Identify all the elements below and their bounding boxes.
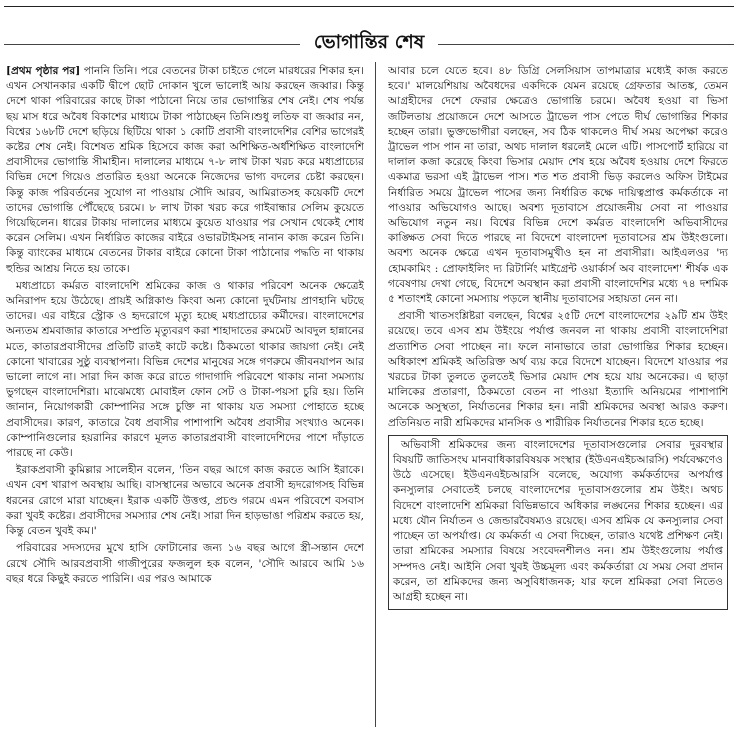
article-title: ভোগান্তির শেষ <box>313 31 425 53</box>
jump-label: [প্রথম পৃষ্ঠার পর] <box>6 65 81 77</box>
boxed-section <box>388 435 728 610</box>
column-divider <box>375 62 376 727</box>
paragraph: মধ্যপ্রাচ্যে কর্মরত বাংলাদেশি শ্রমিকের কাজ ও থাকার পরিবেশ অনেক ক্ষেত্রেই অনিরাপদ হয়ে উঠেছে। প্রায়ই অগ্নিকাণ্ড কিংবা অন্য কোনো দুর্ঘটনায় প্রাণহানি ঘটছে তাদের। এর বাইরে স্ট্রোক ও হৃদরোগে মৃত্যু হচ্ছে মধ্যপ্রাচ্যের কর্মীদের। বাংলাদেশের অন্যতম শ্রমবাজার কাতারে সম্প্রতি মৃত্যুবরণ করা শাহাদাতের রুমমেট আবদুল হান্নানের মতে, কাতারপ্রবাসীদের প্রতিটি রাতই কাটে কষ্টে। ঠিকমতো থাকার জায়গা নেই। নেই কোনো খাবারের সুষ্ঠু ব্যবস্থাপনা। বিভিন্ন দেশের মানুষের সঙ্গে গণরুমে জীবনযাপন আর ভালো লাগে না। সারা দিন কাজ করে রাতে গাদাগাদি পরিবেশে থাকায় নানা সমস্যায় ভুগছেন বাংলাদেশিরা। মাঝেমধ্যে মোবাইল ফোন সেট ও টাকা-পয়সা চুরি হয়। তিনি জানান, নিয়োগকারী কোম্পানির সঙ্গে চুক্তি না থাকায় যত সমস্যা পোহাতে হচ্ছে প্রবাসীদের। কারণ, কাতারে বৈধ প্রবাসীর পাশাপাশি অবৈধ প্রবাসীর সংখ্যাও অনেক। কোম্পানিগুলোর হয়রানির কারণে মূলত কাতারপ্রবাসী বাংলাদেশিদের পাশে দাঁড়াতে পারছে না কেউ। <box>6 279 364 460</box>
paragraph <box>6 64 364 277</box>
paragraph: আবার চলে যেতে হবে। ৪৮ ডিগ্রি সেলসিয়াস তাপমাত্রার মধ্যেই কাজ করতে হবে।' মালয়েশিয়ায় অবৈধদের একদিকে যেমন রয়েছে গ্রেফতার আতঙ্ক, তেমন আগ্রহীদের দেশে ফেরার ক্ষেত্রেও ভোগান্তি চরমে। অবৈধ হওয়া বা ভিসা জটিলতায় প্রয়োজনে দেশে আসতে ট্রাভেল পাস পেতে দীর্ঘ ভোগান্তির শিকার হচ্ছেন তারা। ভুক্তভোগীরা বলছেন, সব ঠিক থাকলেও দীর্ঘ সময় অপেক্ষা করেও ট্রাভেল পাস পান না তারা, অথচ দালাল ধরলেই মেলে এটি। পাসপোর্ট হারিয়ে বা দালাল কজা করেছে কিংবা ভিসার মেয়াদ শেষ হয়ে অবৈধ হওয়ায় দেশে ফিরতে একমাত্র ভরসা এই ট্রাভেল পাস। শত শত প্রবাসী ভিড় করলেও অফিস টাইমের নির্ধারিত সময়ে ট্রাভেল পাসের জন্য নির্ধারিত কক্ষে দায়িত্বপ্রাপ্ত কর্মকর্তাকে না পাওয়ার অভিযোগও আছে। অবশ্য দূতাবাসে প্রয়োজনীয় সেবা না পাওয়ার অভিযোগ নতুন নয়। বিশ্বের বিভিন্ন দেশে কর্মরত বাংলাদেশি অভিবাসীদের কাঙ্ক্ষিত সেবা দিতে পারছে না বিদেশে বাংলাদেশ দূতাবাসের শ্রম উইংগুলো। অবশ্য অনেক ক্ষেত্রে এখন দূতাবাসমুখীও হন না প্রবাসীরা। আইএলওর 'দ্য হোমকামিং : প্রোফাইলিং দ্য রিটার্নিং মাইগ্রেন্ট ওয়ার্কার্স অব বাংলাদেশ' শীর্ষক এক গবেষণায় দেখা গেছে, বিদেশে অবস্থান করা প্রবাসী বাংলাদেশির মধ্যে ৭৪ দশমিক ৫ শতাংশই কোনো সমস্যায় পড়লে স্থানীয় দূতাবাসের সহায়তা নেন না। <box>388 65 728 306</box>
title-row <box>0 32 738 56</box>
paragraph: পরিবারের সদস্যদের মুখে হাসি ফোটানোর জন্য ১৬ বছর আগে স্ত্রী-সন্তান দেশে রেখে সৌদি আরবপ্রবাসী গাজীপুরের ফজলুল হক বলেন, 'সৌদি আরবে আমি ১৬ বছর ধরে কিছুই করতে পারিনি। এর পরও আমাকে <box>6 542 364 585</box>
paragraph-text: পাননি তিনি। পরে বেতনের টাকা চাইতে গেলে মারধরের শিকার হন। এখন সেখানকার একটি দ্বীপে ছোট দোকান খুলে ভালোই আয় করছেন জব্বার। কিন্তু দেশে থাকা পরিবারের কাছে টাকা পাঠানো নিয়ে তার ভোগান্তির শেষ নেই। শেষ পর্যন্ত ছয় মাস ধরে অবৈধ বিকাশের মাধ্যমে টাকা পাঠাচ্ছেন তিনি।শুধু লতিফ বা জব্বার নন, বিশ্বের ১৬৮টি দেশে ছড়িয়ে ছিটিয়ে থাকা ১ কোটি প্রবাসী বাংলাদেশির বেশির ভাগেরই কষ্টের শেষ নেই। বিশেষত শ্রমিক হিসেবে কাজ করা অশিক্ষিত-অর্ধশিক্ষিত বাংলাদেশি প্রবাসীদের ভোগান্তি সীমাহীন। দালালের মাধ্যমে ৭-৮ লাখ টাকা খরচ করে মধ্যপ্রাচ্যের বিভিন্ন দেশে গিয়েও প্রতারিত হওয়া অনেকে নিজেদের ভাগ্য বদলের চেষ্টা করছেন। কিন্তু কাজ পরিবর্তনের সুযোগ না পাওয়ায় সৌদি আরব, আমিরাতসহ কয়েকটি দেশে তাদের ভোগান্তি পৌঁছেছে চরমে। ৮ লাখ টাকা খরচ করে গাইবান্ধার সেলিম কুয়েতে গিয়েছিলেন। ধারের টাকায় দালালের মাধ্যমে কুয়েত যাওয়ার পর সেখান থেকেই শোধ করেন সেলিম। এখন নির্ধারিত কাজের বাইরে ওভারটাইমসহ নানান কাজ করেন তিনি। কিন্তু ব্যাংকের মাধ্যমে বেতনের টাকার বাইরে কোনো টাকা পাঠানোর পদ্ধতি না থাকায় হুন্ডির আশ্রয় নিতে হয় তাকে। <box>6 65 364 275</box>
left-column <box>6 64 364 727</box>
right-column <box>388 64 728 727</box>
paragraph: ইরাকপ্রবাসী কুমিল্লার সালেহীন বলেন, 'তিন বছর আগে কাজ করতে আসি ইরাকে। এখন বেশ খারাপ অবস্থায় আছি। বাসস্থানের অভাবে অনেক প্রবাসী হৃদরোগসহ বিভিন্ন ধরনের রোগে মারা যাচ্ছেন। ইরাক একটি উত্তপ্ত, প্রচণ্ড গরমে এমন পরিবেশে বসবাস করা খুবই কষ্টের। প্রবাসীদের সমস্যার শেষ নেই। সারা দিন হাড়ভাঙা পরিশ্রম করতে হয়, কিন্তু বেতন খুবই কম।' <box>6 464 364 538</box>
paragraph: প্রবাসী খাতসংশ্লিষ্টরা বলছেন, বিশ্বের ২৫টি দেশে বাংলাদেশের ২৯টি শ্রম উইং রয়েছে। তবে এসব শ্রম উইংয়ে পর্যাপ্ত জনবল না থাকায় প্রবাসী বাংলাদেশিরা প্রত্যাশিত সেবা পাচ্ছেন না। ফলে নানাভাবে তারা ভোগান্তির শিকার হচ্ছেন। অধিকাংশ শ্রমিকই অতিরিক্ত অর্থ ব্যয় করে বিদেশে যাচ্ছেন। বিদেশে যাওয়ার পর খরচের টাকা তুলতে তুলতেই ভিসার মেয়াদ শেষ হয়ে যায় অনেকের। এ ছাড়া মালিকের প্রতারণা, ঠিকমতো বেতন না পাওয়া ইত্যাদি অনিয়মের পাশাপাশি অনেকে অসুস্থতা, নির্যাতনের শিকার হন। নারী শ্রমিকদের অবস্থা আরও করুণ। প্রতিনিয়ত নারী শ্রমিকদের মানসিক ও শারীরিক নির্যাতনের শিকার হতে হচ্ছে। <box>388 310 728 429</box>
title-left-rule <box>4 44 300 45</box>
top-border-rule <box>4 6 734 7</box>
title-right-rule <box>438 44 734 45</box>
boxed-paragraph: অভিবাসী শ্রমিকদের জন্য বাংলাদেশের দূতাবাসগুলোর সেবার দুরবস্থার বিষয়টি জাতিসংঘ মানবাধিকারবিষয়ক সংস্থার (ইউএনএইচআরসি) পর্যবেক্ষণেও উঠে এসেছে। ইউএনএইচআরসি বলেছে, অযোগ্য কর্মকর্তাদের অপর্যাপ্ত কনস্যুলার সেবাতেই চলছে বাংলাদেশের দূতাবাসগুলোর শ্রম উইং। অথচ বিদেশে বাংলাদেশি শ্রমিকরা বিভিন্নভাবে অধিকার লঙ্ঘনের শিকার হচ্ছেন। এর মধ্যে যৌন নির্যাতন ও জেন্ডারবৈষম্যও রয়েছে। এসব শ্রমিক যে কনস্যুলার সেবা পাচ্ছেন তা অপর্যাপ্ত। যে কর্মকর্তা এ সেবা দিচ্ছেন, তারাও যথেষ্ট প্রশিক্ষণ নেই। তারা শ্রমিকের সমস্যার বিষয়ে সংবেদনশীলও নন। শ্রম উইংগুলোয় পর্যাপ্ত সম্পদও নেই। আইনি সেবা খুবই উচ্চমূল্য এবং কর্মকর্তারা যে সময় সেবা প্রদান করেন, তা শ্রমিকদের জন্য অসুবিধাজনক; যার ফলে শ্রমিকরা সেবা নিতেও আগ্রহী হচ্ছেন না। <box>393 438 723 603</box>
